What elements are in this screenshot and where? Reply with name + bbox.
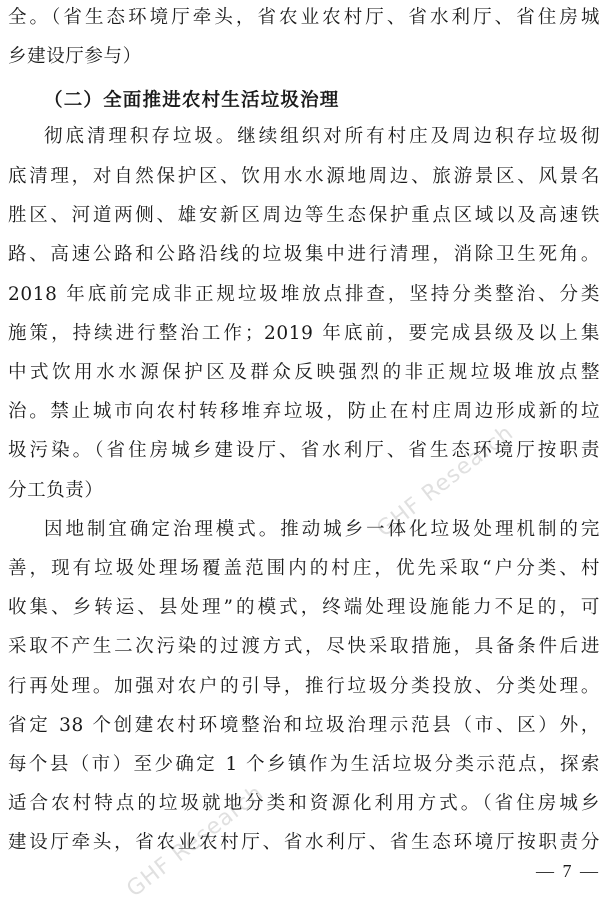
- text-line: 建设厅牵头，省农业农村厅、省水利厅、省生态环境厅按职责分: [8, 832, 600, 853]
- text-line: 路、高速公路和公路沿线的垃圾集中进行清理，消除卫生死角。: [8, 244, 600, 265]
- text-line: 全。（省生态环境厅牵头，省农业农村厅、省水利厅、省住房城: [8, 7, 600, 28]
- paragraph-first-line: 彻底清理积存垃圾。继续组织对所有村庄及周边积存垃圾彻: [44, 126, 600, 147]
- page-number: — 7 —: [536, 861, 600, 881]
- text-line: 胜区、河道两侧、雄安新区周边等生态保护重点区域以及高速铁: [8, 205, 600, 226]
- watermark-text: GHF Research: [372, 420, 519, 543]
- text-line: 分工负责）: [8, 480, 104, 501]
- text-line: 施策，持续进行整治工作；2019 年底前，要完成县级及以上集: [8, 323, 600, 344]
- text-line: 底清理，对自然保护区、饮用水水源地周边、旅游景区、风景名: [8, 166, 600, 187]
- text-line: 乡建设厅参与）: [8, 46, 142, 67]
- text-line: 采取不产生二次污染的过渡方式，尽快采取措施，具备条件后进: [8, 636, 600, 657]
- text-line: 省定 38 个创建农村环境整治和垃圾治理示范县（市、区）外，: [8, 715, 600, 736]
- text-line: 中式饮用水水源保护区及群众反映强烈的非正规垃圾堆放点整: [8, 362, 600, 383]
- text-line: 治。禁止城市向农村转移堆弃垃圾，防止在村庄周边形成新的垃: [8, 401, 600, 422]
- watermark-text: GHF Research: [122, 780, 269, 902]
- text-line: 收集、乡转运、县处理”的模式，终端处理设施能力不足的，可: [8, 597, 600, 618]
- paragraph-first-line: 因地制宜确定治理模式。推动城乡一体化垃圾处理机制的完: [44, 519, 600, 540]
- text-line: 2018 年底前完成非正规垃圾堆放点排查，坚持分类整治、分类: [8, 284, 600, 305]
- section-heading: （二）全面推进农村生活垃圾治理: [44, 90, 340, 111]
- text-line: 圾污染。（省住房城乡建设厅、省水利厅、省生态环境厅按职责: [8, 440, 600, 461]
- text-line: 行再处理。加强对农户的引导，推行垃圾分类投放、分类处理。: [8, 676, 600, 697]
- text-line: 每个县（市）至少确定 1 个乡镇作为生活垃圾分类示范点，探索: [8, 754, 600, 775]
- text-line: 善，现有垃圾处理场覆盖范围内的村庄，优先采取“户分类、村: [8, 558, 600, 579]
- text-line: 适合农村特点的垃圾就地分类和资源化利用方式。（省住房城乡: [8, 793, 600, 814]
